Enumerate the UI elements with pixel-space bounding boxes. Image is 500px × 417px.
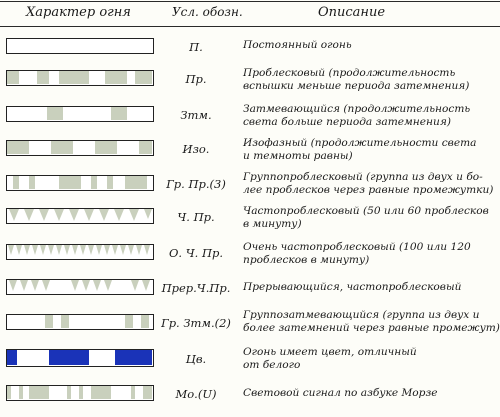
pattern-fixed-bar	[6, 38, 154, 54]
flash-mark	[13, 176, 19, 189]
quick-flash-mark	[114, 209, 124, 221]
iso-mark	[95, 141, 117, 154]
flash-mark	[37, 71, 49, 84]
legend-row-isophase	[0, 136, 500, 166]
header-symbol: Усл. обозн.	[172, 5, 243, 19]
quick-light-pattern	[7, 209, 152, 222]
flash-mark	[59, 176, 81, 189]
legend-row-fixed	[0, 36, 500, 58]
header-character: Характер огня	[26, 5, 131, 20]
group-occulting-light-pattern	[7, 315, 152, 328]
symbol-isophase: Изо.	[182, 142, 210, 156]
description-flashing: Проблесковый (продолжительность вспышки меньше периода затемнения)	[243, 67, 470, 92]
symbol-group-flashing: Гр. Пр.(3)	[166, 177, 226, 191]
quick-flash-mark	[9, 209, 19, 221]
quick-flash-mark	[84, 209, 94, 221]
symbol-morse: Мо.(U)	[175, 387, 217, 401]
interrupted-quick-light-pattern	[7, 280, 152, 293]
description-interrupted-quick: Прерывающийся, частопроблесковый	[243, 281, 462, 293]
symbol-group-occulting: Гр. Зтм.(2)	[161, 316, 231, 330]
table-header	[0, 0, 500, 26]
symbol-flashing: Пр.	[185, 72, 207, 86]
legend-row-occulting	[0, 102, 500, 132]
group-flashing-light-pattern	[7, 176, 152, 189]
quick-flash-mark	[144, 209, 152, 219]
flash-mark	[135, 71, 152, 84]
flash-mark	[7, 71, 19, 84]
description-group-flashing: Группопроблесковый (группа из двух и бо- лее проблесков через равные промежутки)	[243, 171, 494, 196]
occult-mark	[111, 107, 127, 120]
description-fixed: Постоянный огонь	[243, 39, 352, 51]
very-quick-light-pattern	[7, 245, 152, 258]
quick-flash-mark	[39, 209, 49, 221]
symbol-very-quick: О. Ч. Пр.	[169, 246, 223, 260]
pattern-group-flashing-bar	[6, 175, 154, 191]
quick-flash-mark	[69, 209, 79, 221]
quick-flash-mark	[99, 209, 109, 221]
pattern-isophase-bar	[6, 140, 154, 156]
occult-mark	[47, 107, 63, 120]
symbol-interrupted-quick: Прер.Ч.Пр.	[161, 281, 231, 295]
flashing-light-pattern	[7, 71, 152, 84]
legend-row-flashing	[0, 66, 500, 96]
legend-row-group-flashing	[0, 170, 500, 200]
symbol-colored: Цв.	[185, 352, 207, 366]
pattern-group-occulting-bar	[6, 314, 154, 330]
iso-mark	[51, 141, 73, 154]
flash-mark	[59, 71, 89, 84]
legend-row-quick	[0, 204, 500, 234]
occulting-light-pattern	[7, 107, 152, 120]
pattern-flashing-bar	[6, 70, 154, 86]
flash-mark	[29, 176, 35, 189]
quick-flash-mark	[54, 209, 64, 221]
description-quick: Частопроблесковый (50 или 60 проблесков в минуту)	[243, 205, 489, 230]
header-description: Описание	[318, 5, 386, 20]
iso-mark	[139, 141, 152, 154]
iso-mark	[7, 141, 29, 154]
header-bottom-rule	[0, 26, 500, 27]
pattern-occulting-bar	[6, 106, 154, 122]
pattern-colored-bar	[6, 349, 154, 367]
flash-mark	[107, 176, 113, 189]
pattern-interrupted-quick-bar	[6, 279, 154, 295]
pattern-quick-bar	[6, 208, 154, 224]
legend-row-very-quick	[0, 240, 500, 270]
legend-row-morse	[0, 382, 500, 410]
flash-mark	[105, 71, 127, 84]
pattern-very-quick-bar	[6, 244, 154, 260]
description-colored: Огонь имеет цвет, отличный от белого	[243, 346, 417, 371]
morse-light-pattern	[7, 386, 152, 399]
symbol-fixed: П.	[189, 40, 203, 54]
quick-flash-mark	[24, 209, 34, 221]
colored-light-pattern	[7, 350, 152, 365]
description-group-occulting: Группозатмевающийся (группа из двух и более затемнений через равные промежут)	[243, 309, 500, 334]
description-occulting: Затмевающийся (продолжительность света больше периода затемнения)	[243, 103, 471, 128]
isophase-light-pattern	[7, 141, 152, 154]
description-morse: Световой сигнал по азбуке Морзе	[243, 387, 438, 399]
flash-mark	[125, 176, 147, 189]
fixed-light-pattern	[7, 39, 152, 52]
legend-row-interrupted-quick	[0, 276, 500, 302]
legend-row-group-occulting	[0, 308, 500, 338]
flash-mark	[91, 176, 97, 189]
description-very-quick: Очень частопроблесковый (100 или 120 проблесков в минуту)	[243, 241, 471, 266]
quick-flash-mark	[129, 209, 139, 221]
pattern-morse-bar	[6, 385, 154, 401]
symbol-quick: Ч. Пр.	[177, 210, 215, 224]
symbol-occulting: Зтм.	[180, 108, 212, 122]
legend-row-colored	[0, 344, 500, 376]
description-isophase: Изофазный (продолжительности света и темноты равны)	[243, 137, 477, 162]
